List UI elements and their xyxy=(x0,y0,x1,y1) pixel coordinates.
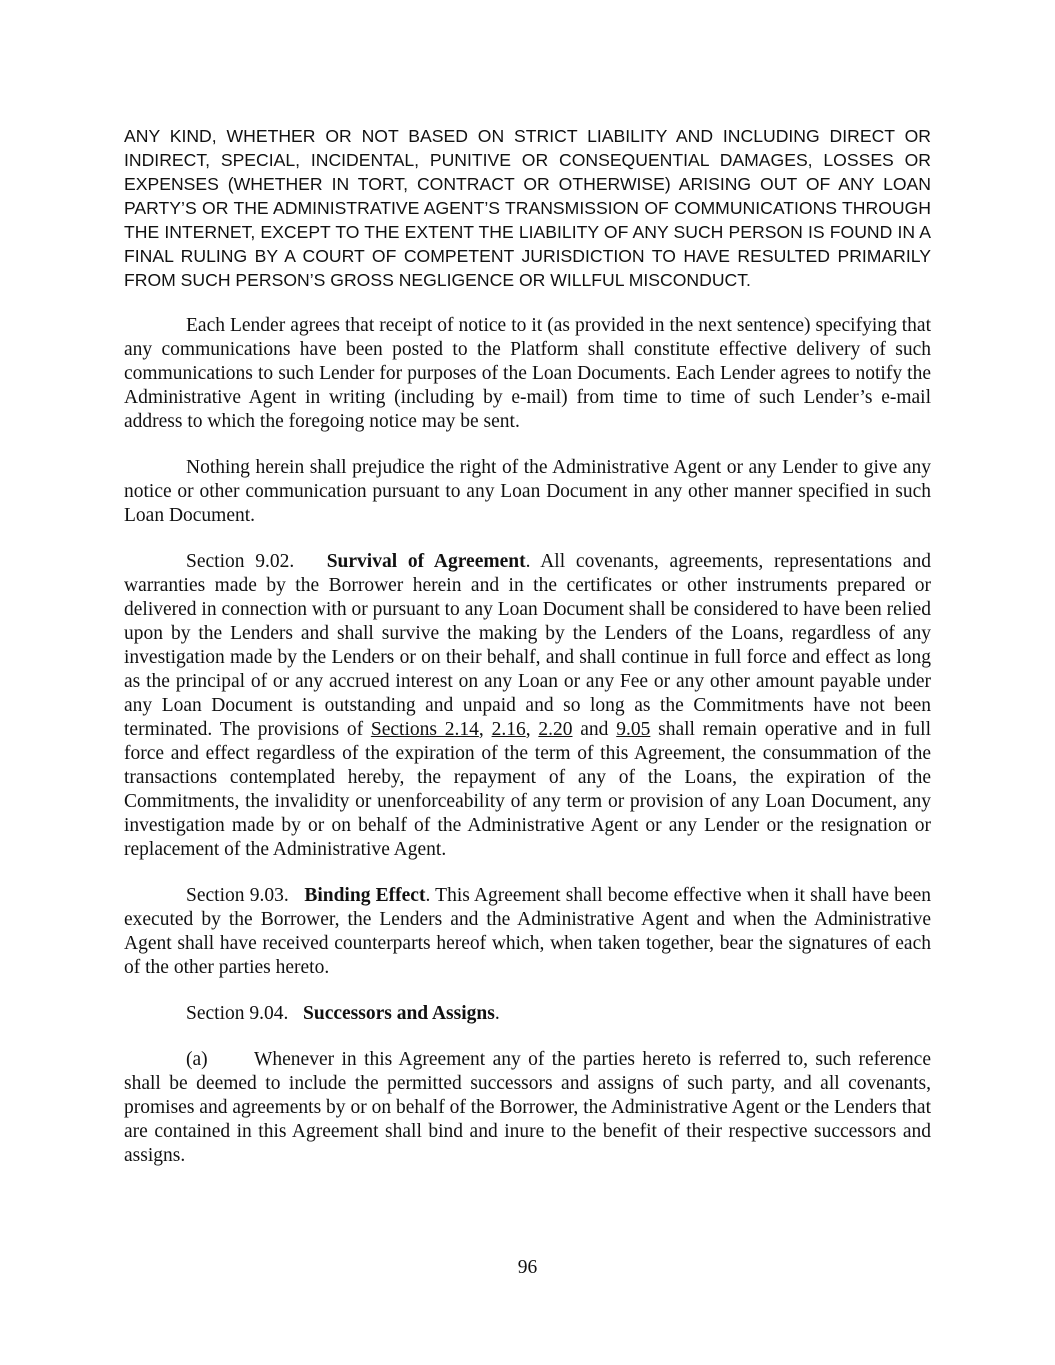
notice-paragraph: Each Lender agrees that receipt of notice to it (as provided in the next sentence) specifying that any communications have been posted to the Platform shall constitute effective delivery of such communications to such Lender for purposes of the Loan Documents. Each Lender agrees to notify the Administrative Agent in writing (including by e-mail) from time to time of such Lender’s e-mail address to which the foregoing notice may be sent. xyxy=(124,315,931,432)
subsection-a-paragraph xyxy=(124,1048,931,1168)
section-number: Section 9.04. xyxy=(186,1003,289,1024)
page-number: 96 xyxy=(517,1257,538,1278)
document-page xyxy=(124,124,931,1190)
subsection-label: (a) xyxy=(186,1049,208,1070)
section-number: Section 9.02. xyxy=(186,551,295,572)
section-body: . This Agreement shall become effective when it shall have been executed by the Borrower, the Lenders and the Administrative Agent and when the Administrative Agent shall have received counterparts hereof which, when taken together, bear the signatures of each of the other parties hereto. xyxy=(124,885,931,978)
liability-disclaimer-paragraph: ANY KIND, WHETHER OR NOT BASED ON STRICT LIABILITY AND INCLUDING DIRECT OR INDIRECT, SPECIAL, INCIDENTAL, PUNITIVE OR CONSEQUENTIAL DAMAGES, LOSSES OR EXPENSES (WHETHER IN TORT, CONTRACT OR OTHERWISE) ARISING OUT OF ANY LOAN PARTY’S OR THE ADMINISTRATIVE AGENT’S TRANSMISSION OF COMMUNICATIONS THROUGH THE INTERNET, EXCEPT TO THE EXTENT THE LIABILITY OF ANY SUCH PERSON IS FOUND IN A FINAL RULING BY A COURT OF COMPETENT JURISDICTION TO HAVE RESULTED PRIMARILY FROM SUCH PERSON’S GROSS NEGLIGENCE OR WILLFUL MISCONDUCT. xyxy=(124,126,931,290)
subsection-body: Whenever in this Agreement any of the parties hereto is referred to, such reference shall be deemed to include the permitted successors and assigns of such party, and all covenants, promises and agreements by or on behalf of the Borrower, the Administrative Agent or the Lenders that are contained in this Agreement shall bind and inure to the benefit of their respective successors and assigns. xyxy=(124,1049,931,1166)
section-reference: Sections 2.14 xyxy=(370,719,479,740)
section-title: Successors and Assigns xyxy=(303,1003,495,1024)
section-number: Section 9.03. xyxy=(186,885,289,906)
section-reference: 9.05 xyxy=(616,719,651,740)
section-body: shall remain operative and in full force and effect regardless of the expiration of the term of this Agreement, the consummation of the transactions contemplated hereby, the repayment of any of the Loans, the expiration of the Commitments, the invalidity or unenforceability of any term or provision of any Loan Document, any investigation made by or on behalf of the Administrative Agent or any Lender or the resignation or replacement of the Administrative Agent. xyxy=(124,719,932,860)
prejudice-paragraph: Nothing herein shall prejudice the right of the Administrative Agent or any Lender to give any notice or other communication pursuant to any Loan Document in any other manner specified in such Loan Document. xyxy=(124,457,931,526)
reference-separator: , xyxy=(525,719,539,740)
section-heading-end: . xyxy=(494,1003,500,1024)
section-title: Binding Effect xyxy=(304,885,426,906)
reference-separator: and xyxy=(572,719,617,740)
section-9-04-heading xyxy=(124,1002,931,1026)
reference-separator: , xyxy=(478,719,492,740)
section-9-02-paragraph xyxy=(124,550,931,862)
section-title: Survival of Agreement xyxy=(326,551,526,572)
section-reference: 2.20 xyxy=(538,719,573,740)
section-9-03-paragraph xyxy=(124,884,931,980)
section-body: . All covenants, agreements, representations and warranties made by the Borrower herein and in the certificates or other instruments prepared or delivered in connection with or pursuant to any Loan Document shall be considered to have been relied upon by the Lenders and shall survive the making by the Lenders of the Loans, regardless of any investigation made by the Lenders or on their behalf, and shall continue in full force and effect as long as the principal of or any accrued interest on any Loan or any Fee or any other amount payable under any Loan Document is outstanding and unpaid and so long as the Commitments have not been terminated. The provisions of xyxy=(124,551,932,740)
section-reference: 2.16 xyxy=(491,719,526,740)
